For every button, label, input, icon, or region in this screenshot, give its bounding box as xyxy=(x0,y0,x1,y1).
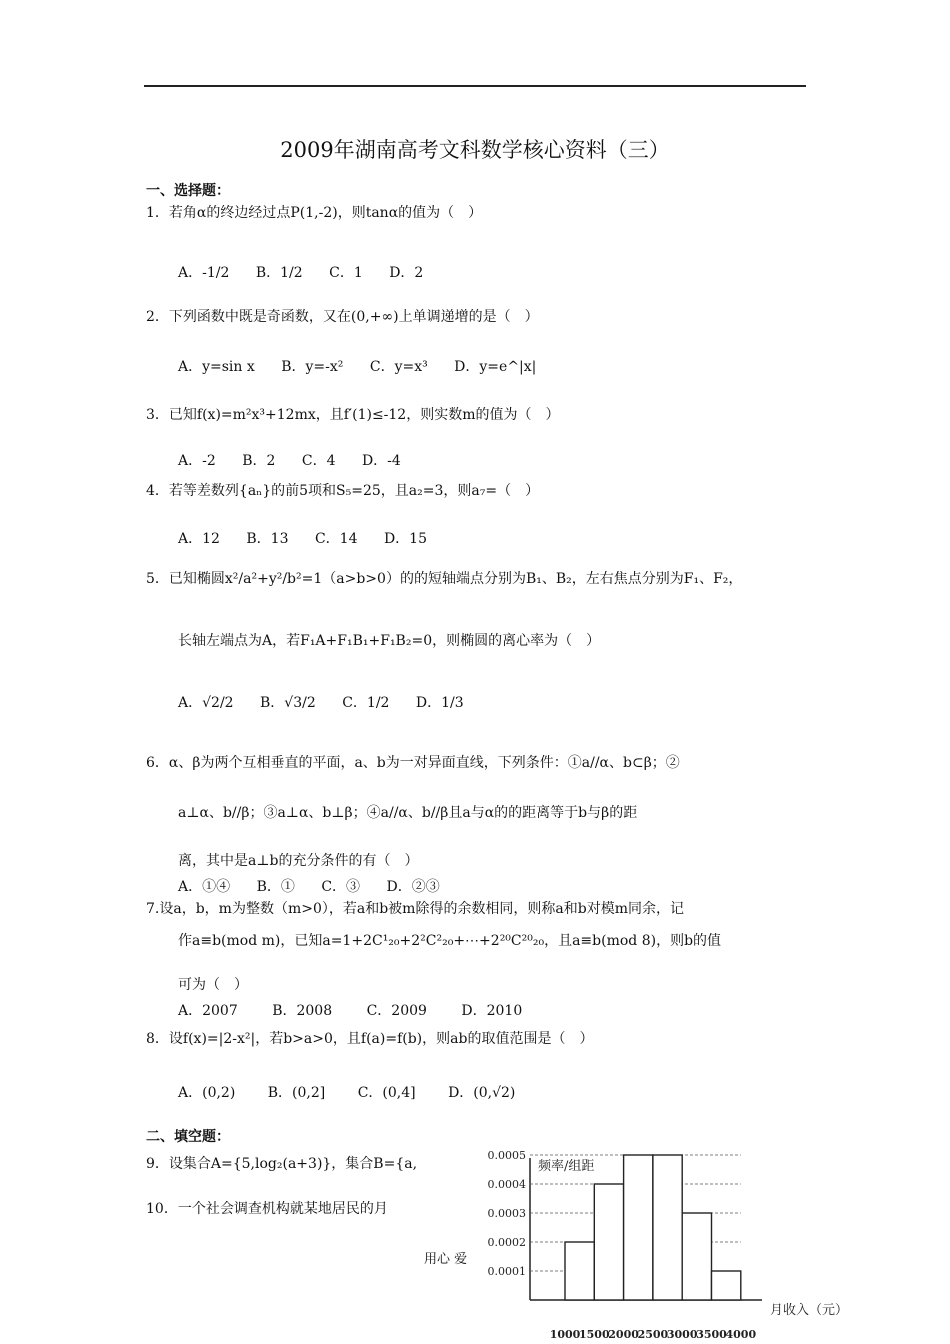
x-tick-label: 3000 xyxy=(666,1328,698,1341)
question-4-option-a: A．12 xyxy=(178,531,220,547)
question-1-options xyxy=(178,262,445,282)
question-1-option-d: D．2 xyxy=(389,265,424,281)
question-4 xyxy=(146,480,539,500)
question-5-line-1: 5．已知椭圆x²/a²+y²/b²=1（a>b>0）的的短轴端点分别为B₁、B₂，左右焦点分别为F₁、F₂， xyxy=(146,571,743,587)
question-1-option-a: A．-1/2 xyxy=(178,265,230,281)
question-3-text: 3．已知f(x)=m²x³+12mx，且f′(1)≤-12，则实数m的值为（ ） xyxy=(146,407,560,423)
question-7-options xyxy=(178,1000,544,1020)
x-tick-label: 2500 xyxy=(637,1328,669,1341)
question-3-option-a: A．-2 xyxy=(178,453,216,469)
income-histogram xyxy=(470,1150,880,1344)
question-6-line-2: a⊥α、b//β；③a⊥α、b⊥β；④a//α、b//β且a与α的的距离等于b与β的距 xyxy=(178,805,638,821)
question-6-line-1: 6．α、β为两个互相垂直的平面，a、b为一对异面直线，下列条件：①a//α、b⊂β；② xyxy=(146,755,680,771)
question-5-option-b: B．√3/2 xyxy=(260,695,316,711)
question-5-options xyxy=(178,692,486,712)
chart-x-label: 月收入（元） xyxy=(770,1303,849,1318)
question-7-option-d: D．2010 xyxy=(461,1003,523,1019)
question-5-line-2: 长轴左端点为A，若F₁A+F₁B₁+F₁B₂=0，则椭圆的离心率为（ ） xyxy=(178,633,601,649)
question-6-option-a: A．①④ xyxy=(178,879,231,895)
question-1-option-b: B．1/2 xyxy=(255,265,303,281)
question-3-option-b: B．2 xyxy=(242,453,276,469)
x-tick-label: 4000 xyxy=(725,1328,757,1341)
question-8-option-b: B．(0,2] xyxy=(267,1085,326,1101)
question-7-option-b: B．2008 xyxy=(272,1003,333,1019)
question-6-option-c: C．③ xyxy=(321,879,361,895)
x-tick-label: 1000 xyxy=(549,1328,581,1341)
question-8-option-a: A．(0,2) xyxy=(178,1085,236,1101)
question-2-option-c: C．y=x³ xyxy=(369,359,428,375)
question-4-text: 4．若等差数列{aₙ}的前5项和S₅=25，且a₂=3，则a₇=（ ） xyxy=(146,483,540,499)
question-6-line-3: 离，其中是a⊥b的充分条件的有（ ） xyxy=(178,853,419,869)
text-fragment: 用心 爱 xyxy=(424,1252,468,1267)
question-6-option-d: D．②③ xyxy=(386,879,440,895)
section-heading-fill: 二、填空题： xyxy=(146,1129,230,1145)
header-rule xyxy=(144,85,806,87)
question-4-option-c: C．14 xyxy=(314,531,358,547)
question-5-option-c: C．1/2 xyxy=(342,695,390,711)
histogram-bar xyxy=(594,1184,623,1300)
question-4-option-d: D．15 xyxy=(383,531,427,547)
question-4-option-b: B．13 xyxy=(246,531,289,547)
histogram-bar xyxy=(565,1242,594,1300)
section-heading-choice: 一、选择题： xyxy=(146,183,230,199)
question-1 xyxy=(146,202,482,222)
x-tick-label: 3500 xyxy=(696,1328,727,1341)
page-title: 2009年湖南高考文科数学核心资料（三） xyxy=(280,138,670,162)
question-2-option-b: B．y=-x² xyxy=(281,359,344,375)
question-1-text: 1．若角α的终边经过点P(1,-2)，则tanα的值为（ ） xyxy=(146,205,483,221)
histogram-bar xyxy=(653,1155,682,1300)
question-7-line-2: 作a≡b(mod m)，已知a=1+2C¹₂₀+2²C²₂₀+⋯+2²⁰C²⁰₂₀，且a≡b(mod 8)，则b的值 xyxy=(178,933,722,949)
y-tick-label: 0.0001 xyxy=(487,1265,526,1278)
histogram-bar xyxy=(682,1213,711,1300)
question-7-line-3: 可为（ ） xyxy=(178,977,248,993)
question-6-option-b: B．① xyxy=(256,879,295,895)
question-2-text: 2．下列函数中既是奇函数，又在(0,+∞)上单调递增的是（ ） xyxy=(146,309,539,325)
question-4-options xyxy=(178,528,449,548)
y-tick-label: 0.0002 xyxy=(487,1236,526,1249)
question-2 xyxy=(146,306,539,326)
question-8 xyxy=(146,1028,593,1048)
question-5-option-a: A．√2/2 xyxy=(178,695,234,711)
question-7-option-c: C．2009 xyxy=(366,1003,427,1019)
question-3-option-c: C．4 xyxy=(301,453,336,469)
question-7-option-a: A．2007 xyxy=(178,1003,238,1019)
question-3-options xyxy=(178,450,423,470)
question-8-options xyxy=(178,1082,537,1102)
question-8-option-c: C．(0,4] xyxy=(357,1085,416,1101)
histogram-bar xyxy=(712,1271,741,1300)
question-7-line-1: 7.设a，b，m为整数（m>0），若a和b被m除得的余数相同，则称a和b对模m同余，记 xyxy=(146,901,685,917)
question-5-option-d: D．1/3 xyxy=(415,695,464,711)
chart-y-label: 频率/组距 xyxy=(538,1159,595,1174)
y-tick-label: 0.0004 xyxy=(487,1178,526,1191)
x-tick-label: 2000 xyxy=(608,1328,639,1341)
question-3-option-d: D．-4 xyxy=(361,453,401,469)
y-tick-label: 0.0003 xyxy=(487,1207,526,1220)
question-6-options xyxy=(178,876,462,896)
question-8-text: 8．设f(x)=|2-x²|，若b>a>0，且f(a)=f(b)，则ab的取值范围是（ ） xyxy=(146,1031,594,1047)
question-2-option-a: A．y=sin x xyxy=(178,359,255,375)
histogram-bar xyxy=(624,1155,653,1300)
question-9: 9．设集合A={5,log₂(a+3)}，集合B={a, xyxy=(146,1156,418,1172)
chart-bars xyxy=(565,1155,741,1300)
y-tick-label: 0.0005 xyxy=(487,1150,526,1162)
question-8-option-d: D．(0,√2) xyxy=(448,1085,516,1101)
question-10: 10．一个社会调查机构就某地居民的月 xyxy=(146,1201,388,1217)
question-1-option-c: C．1 xyxy=(329,265,363,281)
question-3 xyxy=(146,404,560,424)
question-2-option-d: D．y=e^|x| xyxy=(454,359,537,375)
x-tick-label: 1500 xyxy=(578,1328,610,1341)
question-2-options xyxy=(178,356,558,376)
